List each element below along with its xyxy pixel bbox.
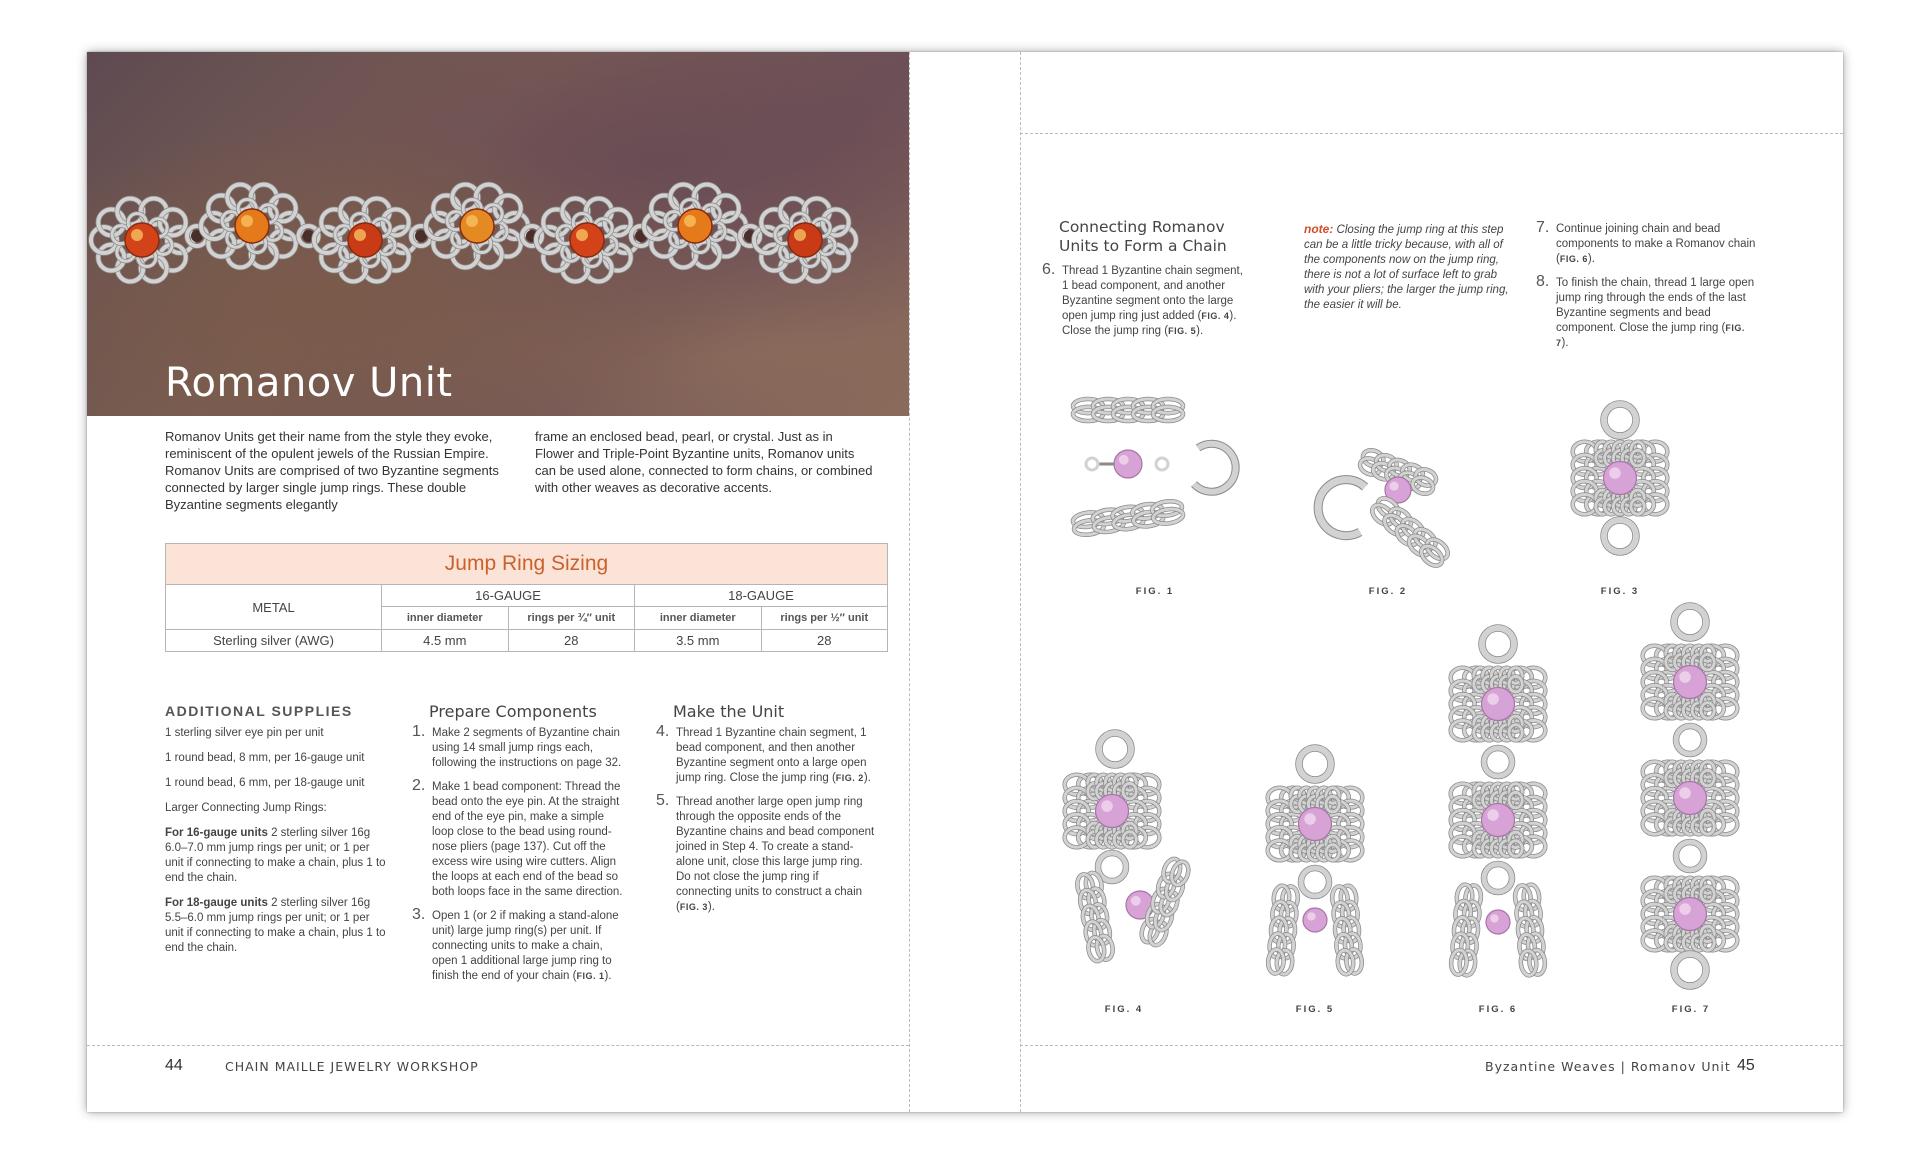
header-rule: [1020, 133, 1843, 134]
figure-label: FIG. 5: [1295, 1004, 1335, 1015]
supply-item: 1 round bead, 6 mm, per 18-gauge unit: [165, 777, 365, 789]
fig-reference: FIG. 2: [835, 773, 864, 783]
supply-item-label: For 16-gauge units: [165, 827, 268, 839]
left-page: [87, 52, 909, 1112]
table-title: Jump Ring Sizing: [166, 544, 888, 585]
supply-item: [165, 826, 389, 886]
fig-reference: FIG. 3: [679, 902, 708, 912]
step-text: Thread 1 Byzantine chain segment, 1 bead component, and another Byzantine segment onto the large open jump ring just added (: [1062, 265, 1243, 322]
step-text-end: ).: [604, 970, 612, 982]
book-spread: [87, 52, 1843, 1112]
step-number: 8.: [1536, 273, 1550, 290]
note-label: note:: [1304, 222, 1334, 236]
prepare-steps: [412, 723, 624, 993]
footer-rule: [87, 1045, 909, 1046]
connecting-steps: [1042, 261, 1248, 348]
page-number: 45: [1737, 1057, 1755, 1074]
jump-ring-sizing-table: [165, 543, 888, 652]
figure-label: FIG. 6: [1478, 1004, 1518, 1015]
step-8: [1536, 273, 1756, 351]
figure-4-illustration: [1040, 727, 1210, 987]
figure-5-illustration: [1245, 742, 1385, 987]
finishing-steps: [1536, 219, 1756, 360]
inner-diameter-16-header: inner diameter: [382, 607, 509, 630]
right-page: [1020, 52, 1843, 1112]
figure-1-illustration: [1070, 392, 1240, 552]
step-number: 1.: [412, 723, 426, 740]
heading-line: Connecting Romanov: [1059, 218, 1225, 236]
supply-item-text: 2 sterling silver 16g 5.5–6.0 mm jump rings per unit; or 1 per unit if connecting to make a chain, plus 1 to end the chain.: [165, 897, 386, 954]
hero-photo: [87, 52, 909, 416]
fig-reference: FIG. 6: [1559, 254, 1588, 264]
inner-diameter-18-cell: 3.5 mm: [634, 630, 761, 652]
gauge-18-header: 18-GAUGE: [634, 585, 887, 607]
running-head: Byzantine Weaves | Romanov Unit: [1485, 1059, 1731, 1074]
fig-reference: FIG. 4: [1201, 311, 1230, 321]
footer-rule: [1020, 1045, 1843, 1046]
figure-2-illustration: [1320, 432, 1460, 572]
make-unit-steps: [656, 723, 876, 924]
supplies-heading: ADDITIONAL SUPPLIES: [165, 703, 353, 719]
figure-7-illustration: [1620, 602, 1760, 992]
intro-paragraph-1: Romanov Units get their name from the style they evoke, reminiscent of the opulent jewels of the Russian Empire. Romanov Units are comprised of two Byzantine segments connected by larger single jump rings. These double Byzantine segments elegantly: [165, 429, 499, 512]
heading-line: Units to Form a Chain: [1059, 237, 1227, 255]
step-text-end: ).: [863, 772, 871, 784]
metal-header: METAL: [166, 585, 382, 630]
step-text-end: ).: [1561, 337, 1569, 349]
rings-per-unit-16-cell: 28: [508, 630, 634, 652]
connecting-heading: [1059, 218, 1227, 256]
figure-label: FIG. 3: [1600, 586, 1640, 597]
step-number: 2.: [412, 777, 426, 794]
rings-per-unit-16-header: rings per ¾″ unit: [508, 607, 634, 630]
fig-reference: FIG. 1: [576, 971, 605, 981]
step-number: 3.: [412, 906, 426, 923]
step-5: [656, 792, 876, 915]
supply-item: [165, 896, 389, 956]
step-number: 7.: [1536, 219, 1550, 236]
supply-item: 1 round bead, 8 mm, per 16-gauge unit: [165, 752, 365, 764]
inner-diameter-16-cell: 4.5 mm: [382, 630, 509, 652]
figure-3-illustration: [1550, 402, 1690, 572]
step-2: [412, 777, 624, 900]
intro-paragraph-2: frame an enclosed bead, pearl, or crystal. Just as in Flower and Triple-Point Byzantine units, Romanov units can be used alone, connected to form chains, or combined with other weaves as decorative accents.: [535, 429, 873, 495]
step-text: Thread another large open jump ring through the opposite ends of the Byzantine chains and bead component joined in Step 4. To create a stand-alone unit, close this large jump ring. Do not close the jump ring if connecting units to construct a chain (: [676, 796, 875, 913]
figure-label: FIG. 4: [1104, 1004, 1144, 1015]
step-text-mid: ). Close the jump ring (: [1062, 310, 1237, 337]
step-number: 6.: [1042, 261, 1056, 278]
step-4: [656, 723, 876, 786]
figure-label: FIG. 2: [1368, 586, 1408, 597]
table-row: [166, 630, 888, 652]
figure-6-illustration: [1428, 622, 1568, 992]
supply-item-text: 2 sterling silver 16g 6.0–7.0 mm jump rings per unit; or 1 per unit if connecting to make a chain, plus 1 to end the chain.: [165, 827, 386, 884]
step-text: Make 1 bead component: Thread the bead onto the eye pin. At the straight end of the eye pin, make a simple loop close to the bead using round-nose pliers (page 137). Cut off the excess wire using wire cutters. Align the loops at each end of the bead so both loops face in the same direction.: [432, 781, 623, 898]
supply-item-label: For 18-gauge units: [165, 897, 268, 909]
figure-label: FIG. 7: [1671, 1004, 1711, 1015]
fig-reference: FIG. 7: [1556, 323, 1745, 348]
supplies-list: [165, 726, 389, 966]
note-box: [1304, 222, 1512, 313]
gauge-16-header: 16-GAUGE: [382, 585, 635, 607]
step-text: To finish the chain, thread 1 large open jump ring through the ends of the last Byzantine segments and bead component. Close the jump ring (: [1556, 277, 1755, 334]
running-head: CHAIN MAILLE JEWELRY WORKSHOP: [225, 1059, 479, 1074]
step-1: [412, 723, 624, 771]
step-6: [1042, 261, 1248, 339]
step-3: [412, 906, 624, 984]
larger-rings-heading: Larger Connecting Jump Rings:: [165, 802, 327, 814]
step-text-end: ).: [1587, 253, 1595, 265]
step-text: Thread 1 Byzantine chain segment, 1 bead component, and then another Byzantine segment onto a large open jump ring. Close the jump ring (: [676, 727, 867, 784]
supply-item: 1 sterling silver eye pin per unit: [165, 727, 324, 739]
metal-cell: Sterling silver (AWG): [166, 630, 382, 652]
prepare-heading: Prepare Components: [429, 702, 597, 721]
rings-per-unit-18-header: rings per ½″ unit: [761, 607, 887, 630]
step-text: Make 2 segments of Byzantine chain using 14 small jump rings each, following the instructions on page 32.: [432, 727, 622, 769]
gutter-line: [909, 52, 910, 1112]
step-text-end: ).: [1196, 325, 1204, 337]
step-text-end: ).: [707, 901, 715, 913]
fig-reference: FIG. 5: [1168, 326, 1197, 336]
figure-label: FIG. 1: [1135, 586, 1175, 597]
romanov-bracelet-photo: [87, 172, 909, 322]
inner-diameter-18-header: inner diameter: [634, 607, 761, 630]
step-number: 4.: [656, 723, 670, 740]
page-title: Romanov Unit: [165, 360, 453, 406]
step-number: 5.: [656, 792, 670, 809]
step-text: Open 1 (or 2 if making a stand-alone unit) large jump ring(s) per unit. If connecting units to make a chain, open 1 additional large jump ring to finish the end of your chain (: [432, 910, 619, 982]
rings-per-unit-18-cell: 28: [761, 630, 887, 652]
note-text: Closing the jump ring at this step can be a little tricky because, with all of the components now on the jump ring, there is not a lot of surface left to grab with your pliers; the larger the jump ring, the easier it will be.: [1304, 224, 1509, 311]
make-unit-heading: Make the Unit: [673, 702, 785, 721]
page-number: 44: [165, 1057, 183, 1074]
step-text: Continue joining chain and bead components to make a Romanov chain (: [1556, 223, 1756, 265]
step-7: [1536, 219, 1756, 267]
